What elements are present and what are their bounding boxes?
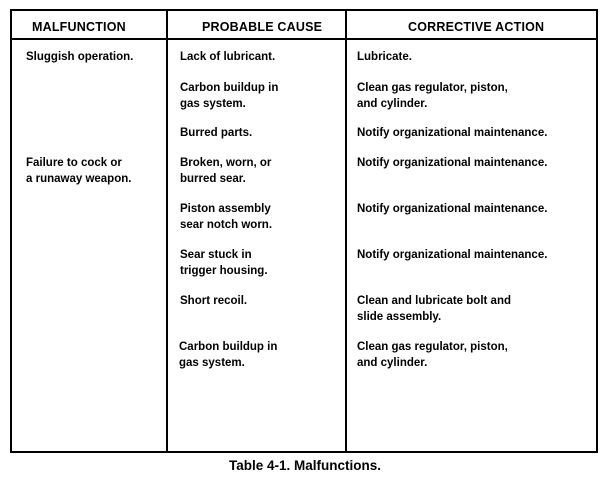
header-probable-cause: PROBABLE CAUSE — [202, 20, 323, 34]
header-divider — [12, 38, 596, 40]
probable-cause-cell: Sear stuck in trigger housing. — [180, 249, 268, 277]
corrective-action-cell: Notify organizational maintenance. — [357, 249, 548, 261]
header-malfunction: MALFUNCTION — [32, 20, 126, 34]
malfunction-cell: Failure to cock or a runaway weapon. — [26, 157, 132, 185]
corrective-action-cell: Notify organizational maintenance. — [357, 157, 548, 169]
header-corrective-action: CORRECTIVE ACTION — [408, 20, 545, 34]
probable-cause-cell: Carbon buildup in gas system. — [180, 82, 279, 110]
probable-cause-cell: Piston assembly sear notch worn. — [180, 203, 273, 231]
corrective-action-cell: Clean gas regulator, piston, and cylinder. — [357, 82, 508, 110]
probable-cause-cell: Short recoil. — [180, 295, 248, 307]
probable-cause-cell: Carbon buildup in gas system. — [179, 341, 278, 369]
table-caption: Table 4-1. Malfunctions. — [228, 458, 382, 473]
corrective-action-cell: Notify organizational maintenance. — [357, 127, 548, 139]
corrective-action-cell: Lubricate. — [357, 51, 412, 63]
corrective-action-cell: Clean gas regulator, piston, and cylinder. — [357, 341, 508, 369]
malfunction-cell: Sluggish operation. — [26, 51, 134, 63]
corrective-action-cell: Notify organizational maintenance. — [357, 203, 548, 215]
probable-cause-cell: Broken, worn, or burred sear. — [180, 157, 272, 185]
probable-cause-cell: Lack of lubricant. — [180, 51, 276, 63]
corrective-action-cell: Clean and lubricate bolt and slide assembly. — [357, 295, 511, 323]
column-divider-2 — [345, 11, 347, 451]
malfunctions-table — [10, 9, 598, 453]
column-divider-1 — [166, 11, 168, 451]
probable-cause-cell: Burred parts. — [180, 127, 253, 139]
